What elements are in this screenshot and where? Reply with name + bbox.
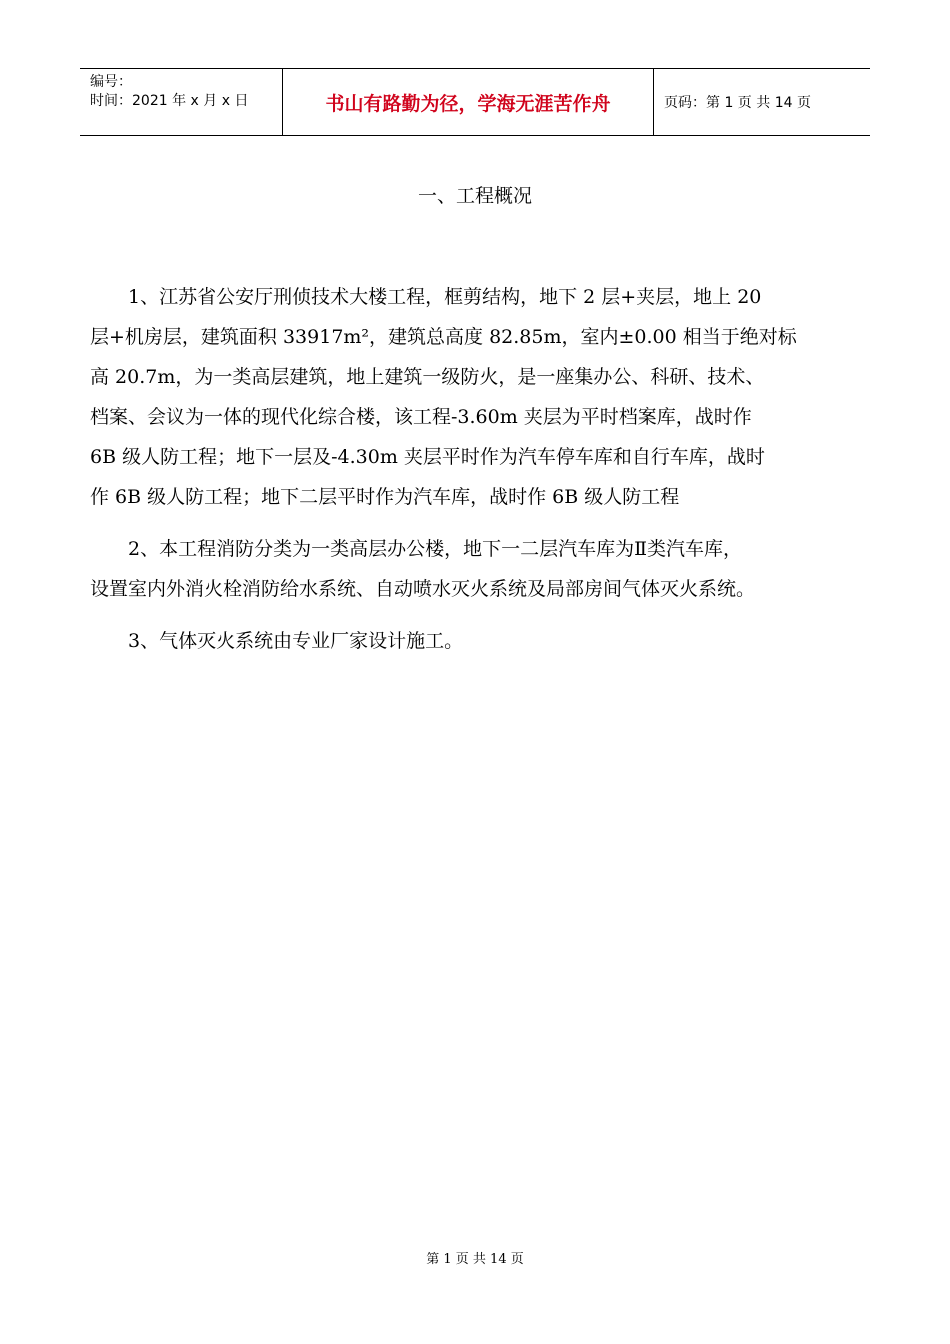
header-page-cell: [654, 69, 870, 135]
paragraph-line: 2、本工程消防分类为一类高层办公楼，地下一二层汽车库为Ⅱ类汽车库，: [128, 538, 743, 560]
paragraph-line: 高 20.7m，为一类高层建筑，地上建筑一级防火，是一座集办公、科研、技术、: [90, 366, 765, 388]
paragraph-line: 档案、会议为一体的现代化综合楼，该工程-3.60m 夹层为平时档案库，战时作: [90, 406, 752, 428]
header-meta: [80, 69, 282, 135]
document-header: [80, 68, 870, 136]
paragraph-1: [90, 277, 865, 517]
paragraph-line: 层+机房层，建筑面积 33917m²，建筑总高度 82.85m，室内±0.00 相当于绝对标: [90, 326, 797, 348]
paragraph-line: 设置室内外消火栓消防给水系统、自动喷水灭火系统及局部房间气体灭火系统。: [90, 578, 756, 600]
paragraph-line: 作 6B 级人防工程；地下二层平时作为汽车库，战时作 6B 级人防工程: [90, 486, 680, 508]
page-footer: 第 1 页 共 14 页: [426, 1252, 524, 1267]
header-page-info: 页码：第 1 页 共 14 页: [664, 95, 811, 111]
code-label: 编号：: [90, 74, 132, 90]
paragraph-line: 6B 级人防工程；地下一层及-4.30m 夹层平时作为汽车停车库和自行车库，战时: [90, 446, 765, 468]
paragraph-2: [90, 529, 865, 609]
paragraph-3: [90, 621, 865, 661]
date-label: 时间：2021 年 x 月 x 日: [90, 93, 249, 109]
header-motto-cell: [282, 69, 654, 135]
paragraph-line: 3、气体灭火系统由专业厂家设计施工。: [128, 630, 464, 652]
document-body: [90, 277, 865, 673]
section-title: 一、工程概况: [417, 185, 532, 207]
header-motto: 书山有路勤为径，学海无涯苦作舟: [325, 92, 611, 115]
paragraph-line: 1、江苏省公安厅刑侦技术大楼工程，框剪结构，地下 2 层+夹层，地上 20: [128, 286, 762, 308]
